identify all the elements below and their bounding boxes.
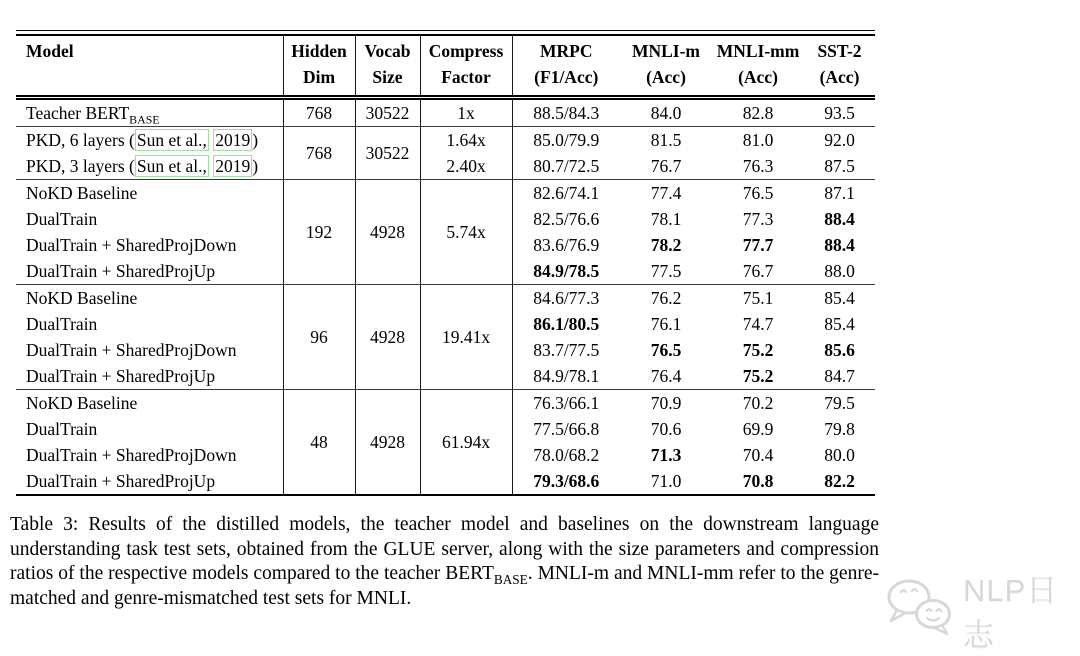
header-line: (F1/Acc)	[534, 67, 599, 87]
col-header-hidden-dim	[283, 35, 355, 98]
wechat-logo-icon	[882, 576, 960, 644]
sst2-cell: 92.0	[804, 127, 875, 154]
sst2-cell: 87.1	[804, 180, 875, 207]
mrpc-cell: 76.3/66.1	[512, 390, 620, 417]
model-cell	[16, 127, 283, 154]
sst2-cell: 88.4	[824, 235, 855, 255]
hidden-dim-cell: 48	[283, 390, 355, 496]
mnli-mm-cell: 70.4	[742, 445, 774, 465]
results-table-figure	[16, 30, 875, 496]
compress-factor-cell: 2.40x	[420, 153, 512, 180]
vocab-size-cell: 4928	[355, 180, 420, 285]
caption-text: . MNLI-m and MNLI-mm refer to the genre-matched and genre-mismatched test sets for MNLI.	[10, 563, 879, 609]
mnli-mm-cell: 82.8	[742, 103, 774, 123]
table-caption	[10, 513, 879, 611]
model-cell: DualTrain + SharedProjDown	[16, 232, 283, 258]
header-row	[16, 35, 875, 98]
vocab-size-cell: 4928	[355, 390, 420, 496]
mrpc-cell: 84.6/77.3	[512, 285, 620, 312]
table-header	[16, 35, 875, 98]
mnli-m-cell: 77.4	[620, 180, 712, 207]
model-cell	[16, 153, 283, 180]
mrpc-cell: 88.5/84.3	[533, 103, 600, 123]
model-cell: NoKD Baseline	[16, 390, 283, 417]
compress-factor-cell: 1x	[420, 98, 512, 127]
compress-factor-cell: 5.74x	[420, 180, 512, 285]
sst2-cell: 80.0	[824, 445, 855, 465]
table-row-pkd6	[16, 127, 875, 154]
table-row-teacher	[16, 98, 875, 127]
mnli-m-cell: 76.2	[620, 285, 712, 312]
header-line: Hidden	[291, 41, 347, 61]
model-label: PKD, 6 layers (	[26, 130, 135, 150]
compress-factor-cell: 19.41x	[420, 285, 512, 390]
mnli-mm-cell: 70.2	[712, 390, 804, 417]
hidden-dim-cell: 96	[283, 285, 355, 390]
mnli-mm-cell: 76.7	[742, 261, 774, 281]
table-row	[16, 390, 875, 417]
model-cell: DualTrain	[16, 311, 283, 337]
model-cell: DualTrain + SharedProjDown	[16, 442, 283, 468]
mnli-m-cell: 78.2	[650, 235, 682, 255]
mnli-mm-cell: 69.9	[742, 419, 774, 439]
col-header-vocab-size	[355, 35, 420, 98]
compress-factor-cell: 1.64x	[420, 127, 512, 154]
mnli-m-cell: 70.6	[650, 419, 682, 439]
watermark-text: NLP日志	[963, 573, 1059, 653]
col-header-model	[16, 35, 283, 98]
sst2-cell: 85.4	[804, 285, 875, 312]
model-label: Teacher BERT	[26, 103, 130, 123]
sst2-cell: 82.2	[824, 471, 855, 491]
col-header-mrpc	[512, 35, 620, 98]
citation-year-link[interactable]: 2019	[215, 156, 251, 176]
vocab-size-cell: 4928	[355, 285, 420, 390]
watermark	[882, 573, 1080, 653]
mnli-mm-cell: 70.8	[742, 471, 774, 491]
sst2-cell: 79.5	[804, 390, 875, 417]
mnli-mm-cell: 81.0	[712, 127, 804, 154]
header-line: (Acc)	[819, 67, 860, 87]
citation-year-link[interactable]: 2019	[215, 130, 251, 150]
mnli-m-cell: 78.1	[650, 209, 682, 229]
header-line: Compress	[428, 41, 504, 61]
mrpc-cell: 85.0/79.9	[512, 127, 620, 154]
model-cell: DualTrain + SharedProjDown	[16, 337, 283, 363]
hidden-dim-cell: 768	[283, 127, 355, 180]
mnli-m-cell: 77.5	[650, 261, 682, 281]
header-line: (Acc)	[646, 67, 686, 87]
mnli-m-cell: 76.4	[650, 366, 682, 386]
compress-factor-cell: 61.94x	[420, 390, 512, 496]
sst2-cell: 87.5	[824, 156, 855, 176]
model-cell: DualTrain + SharedProjUp	[16, 468, 283, 495]
mnli-mm-cell: 77.3	[742, 209, 774, 229]
model-cell: DualTrain + SharedProjUp	[16, 363, 283, 390]
header-line: Dim	[302, 67, 336, 87]
col-header-sst2	[804, 35, 875, 98]
header-line: Vocab	[364, 41, 411, 61]
sst2-cell: 88.4	[824, 209, 855, 229]
hidden-dim-cell: 192	[283, 180, 355, 285]
mnli-m-cell: 84.0	[650, 103, 682, 123]
mnli-mm-cell: 75.2	[742, 366, 774, 386]
mnli-m-cell: 76.5	[650, 340, 682, 360]
model-label: PKD, 3 layers (	[26, 156, 135, 176]
header-line: (Acc)	[738, 67, 778, 87]
model-cell: DualTrain + SharedProjUp	[16, 258, 283, 285]
col-header-compress-factor	[420, 35, 512, 98]
mrpc-cell: 82.6/74.1	[512, 180, 620, 207]
mnli-mm-cell: 76.3	[742, 156, 774, 176]
mrpc-cell: 80.7/72.5	[533, 156, 600, 176]
table-row	[16, 285, 875, 312]
mnli-m-cell: 76.1	[650, 314, 682, 334]
col-header-mnli-mm	[712, 35, 804, 98]
model-cell: DualTrain	[16, 416, 283, 442]
mnli-mm-cell: 75.1	[712, 285, 804, 312]
mrpc-cell: 77.5/66.8	[533, 419, 600, 439]
model-cell: NoKD Baseline	[16, 285, 283, 312]
vocab-size-cell: 30522	[355, 127, 420, 180]
mnli-m-cell: 71.3	[650, 445, 682, 465]
results-table	[16, 34, 875, 496]
citation-link[interactable]: Sun et al.,	[136, 156, 207, 176]
sst2-cell: 79.8	[824, 419, 855, 439]
model-cell: NoKD Baseline	[16, 180, 283, 207]
header-line: Model	[26, 41, 74, 61]
mnli-mm-cell: 74.7	[742, 314, 774, 334]
header-line: SST-2	[817, 41, 862, 61]
mnli-m-cell: 71.0	[650, 471, 682, 491]
citation-link[interactable]: Sun et al.,	[136, 130, 207, 150]
sst2-cell: 84.7	[824, 366, 855, 386]
caption-text: Table 3: Results of the distilled models, the teacher model and baselines on the downstream language understanding task test sets, obtained from the GLUE server, along with the size parameters and compression ratios of the respective models compared to the teacher BERT	[10, 514, 879, 584]
header-line: MNLI-mm	[716, 41, 800, 61]
model-label-suffix: )	[252, 130, 259, 150]
header-line: Factor	[441, 67, 491, 87]
mrpc-cell: 82.5/76.6	[533, 209, 600, 229]
mrpc-cell: 78.0/68.2	[533, 445, 600, 465]
mrpc-cell: 84.9/78.5	[533, 261, 600, 281]
caption-subscript: BASE	[493, 571, 528, 587]
model-label-suffix: )	[252, 156, 259, 176]
header-line: Size	[372, 67, 403, 87]
table-row-pkd3	[16, 153, 875, 180]
sst2-cell: 85.6	[824, 340, 855, 360]
col-header-mnli-m	[620, 35, 712, 98]
mrpc-cell: 84.9/78.1	[533, 366, 600, 386]
table-row	[16, 180, 875, 207]
mnli-mm-cell: 75.2	[742, 340, 774, 360]
mnli-mm-cell: 77.7	[742, 235, 774, 255]
mnli-m-cell: 76.7	[650, 156, 682, 176]
mnli-m-cell: 81.5	[620, 127, 712, 154]
mnli-mm-cell: 76.5	[712, 180, 804, 207]
vocab-size-cell: 30522	[355, 98, 420, 127]
hidden-dim-cell: 768	[283, 98, 355, 127]
sst2-cell: 93.5	[824, 103, 855, 123]
model-cell: DualTrain	[16, 206, 283, 232]
header-line: MRPC	[540, 41, 593, 61]
mrpc-cell: 83.7/77.5	[533, 340, 600, 360]
mrpc-cell: 86.1/80.5	[533, 314, 600, 334]
model-subscript: BASE	[129, 112, 160, 127]
model-cell	[16, 98, 283, 127]
sst2-cell: 85.4	[824, 314, 855, 334]
mrpc-cell: 83.6/76.9	[533, 235, 600, 255]
sst2-cell: 88.0	[824, 261, 855, 281]
header-line: MNLI-m	[631, 41, 701, 61]
mrpc-cell: 79.3/68.6	[533, 471, 600, 491]
mnli-m-cell: 70.9	[620, 390, 712, 417]
